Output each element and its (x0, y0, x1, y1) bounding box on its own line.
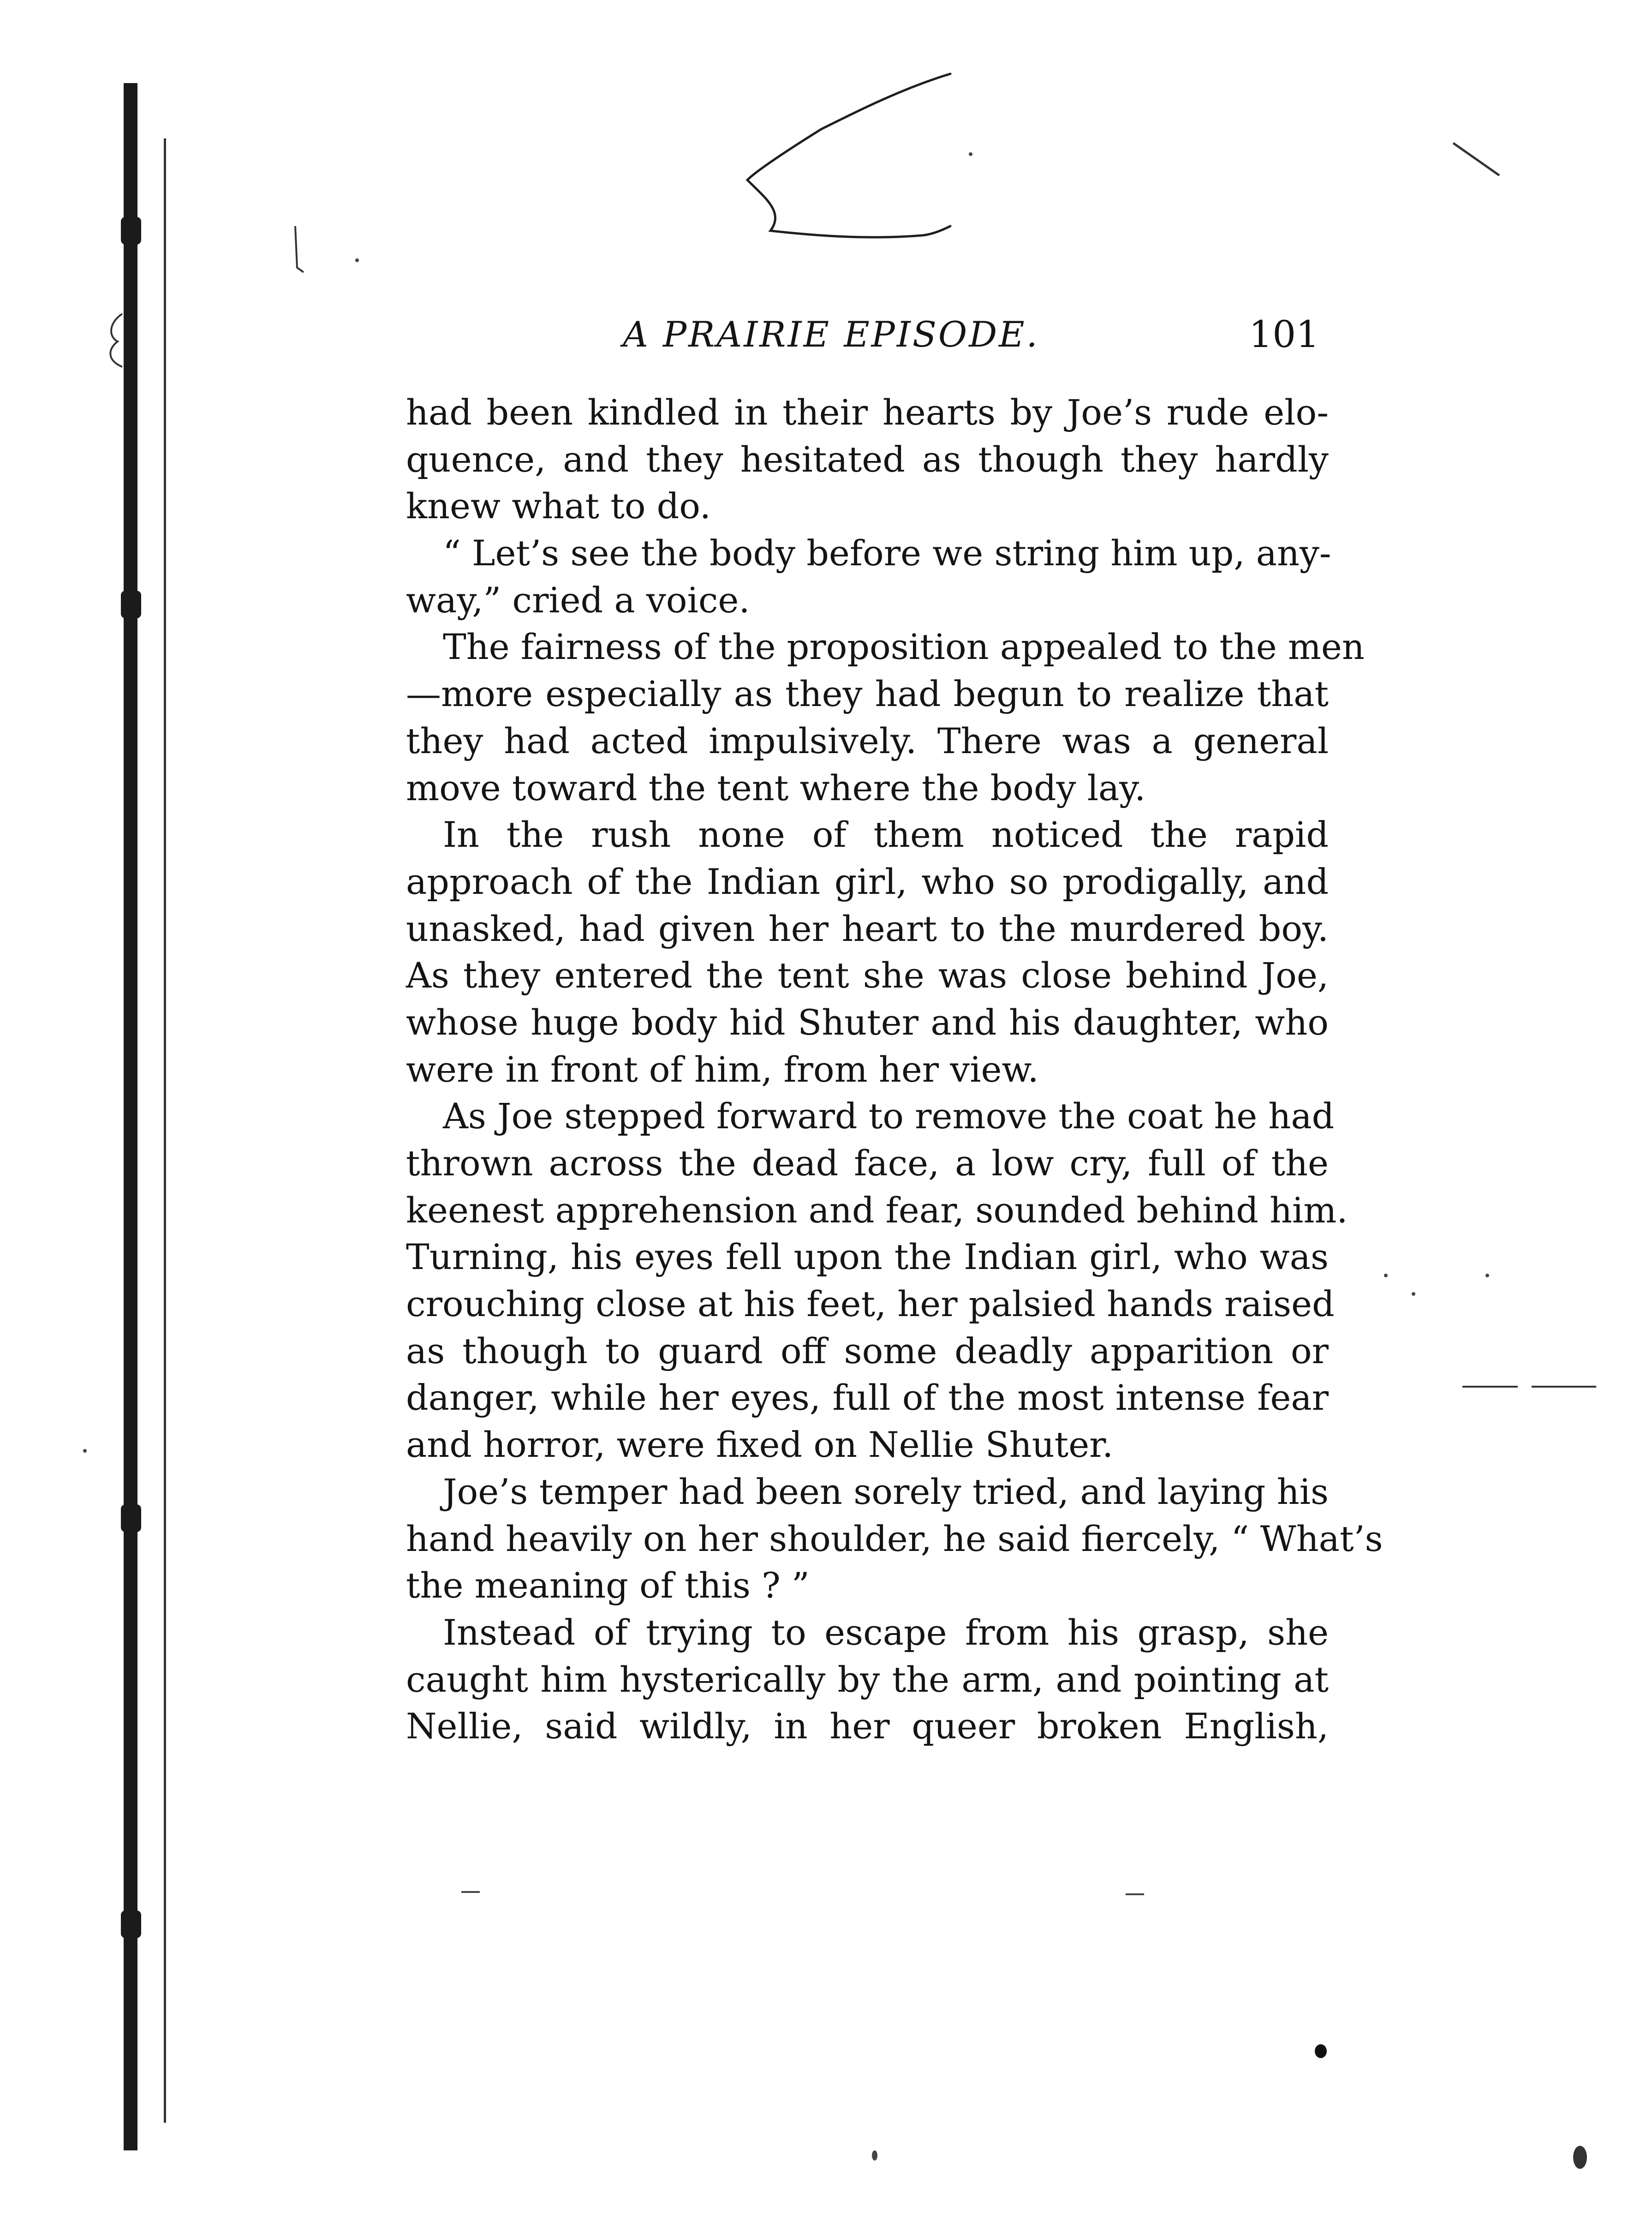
text-line: The fairness of the proposition appealed to the men (443, 626, 1365, 668)
text-line: move toward the tent where the body lay. (406, 767, 1146, 808)
margin-tick-mark (291, 222, 309, 281)
scan-speck (83, 1449, 87, 1453)
text-line: they had acted impulsively. There was a general (406, 720, 1329, 761)
scan-speck (969, 152, 972, 156)
text-line: quence, and they hesitated as though they hardly (406, 438, 1329, 480)
margin-slash-mark (1449, 138, 1504, 180)
text-line: caught him hysterically by the arm, and pointing at (406, 1658, 1329, 1700)
text-line: the meaning of this ? ” (406, 1565, 810, 1606)
text-line: way,” cried a voice. (406, 579, 750, 621)
text-line: unasked, had given her heart to the murdered boy. (406, 908, 1329, 949)
binding-nub (121, 217, 141, 245)
scan-speck (1315, 2044, 1327, 2058)
running-title: A PRAIRIE EPISODE. (623, 314, 1039, 355)
text-line: and horror, were fixed on Nellie Shuter. (406, 1424, 1114, 1466)
center-dash-marks (461, 1883, 1153, 1910)
binding-edge-shadow (124, 83, 137, 2150)
text-line: knew what to do. (406, 485, 711, 527)
binding-nub (121, 1910, 141, 1938)
page-number: 101 (1249, 313, 1319, 356)
text-line: as though to guard off some deadly apparition or (406, 1330, 1329, 1371)
text-line: were in front of him, from her view. (406, 1048, 1039, 1090)
text-line: As they entered the tent she was close behind Joe, (406, 955, 1329, 996)
running-head (406, 307, 1329, 362)
scan-speck (1485, 1274, 1489, 1277)
text-line: keenest apprehension and fear, sounded behind him. (406, 1189, 1348, 1231)
text-line: As Joe stepped forward to remove the coat he had (443, 1096, 1335, 1137)
scan-speck (1384, 1274, 1388, 1277)
binding-nub (121, 1504, 141, 1532)
text-line: In the rush none of them noticed the rapid (443, 814, 1329, 856)
text-line: approach of the Indian girl, who so prodigally, and (406, 861, 1329, 902)
binding-hairline (164, 138, 166, 2123)
pencil-scribble-mark (729, 60, 987, 245)
text-line: hand heavily on her shoulder, he said fiercely, “ What’s (406, 1518, 1383, 1559)
text-line: —more especially as they had begun to realize that (406, 673, 1329, 715)
text-line: whose huge body hid Shuter and his daughter, who (406, 1001, 1329, 1043)
text-line: danger, while her eyes, full of the most intense fear (406, 1377, 1329, 1419)
body-text (406, 389, 1383, 1750)
right-edge-rule (1462, 1380, 1601, 1394)
text-line: Instead of trying to escape from his grasp, she (443, 1611, 1329, 1653)
scan-speck (355, 258, 359, 262)
scan-speck (1412, 1292, 1415, 1296)
scan-speck (1573, 2146, 1587, 2169)
margin-pencil-mark (104, 309, 131, 374)
text-line: had been kindled in their hearts by Joe’s rude elo- (406, 392, 1329, 433)
text-line: thrown across the dead face, a low cry, full of the (406, 1143, 1329, 1184)
scan-speck (872, 2150, 877, 2161)
text-line: “ Let’s see the body before we string him up, any- (443, 533, 1331, 574)
binding-nub (121, 591, 141, 618)
text-line: Turning, his eyes fell upon the Indian girl, who was (406, 1236, 1329, 1278)
text-line: Nellie, said wildly, in her queer broken English, (406, 1706, 1329, 1747)
text-line: crouching close at his feet, her palsied hands raised (406, 1283, 1335, 1325)
text-line: Joe’s temper had been sorely tried, and laying his (443, 1471, 1329, 1512)
